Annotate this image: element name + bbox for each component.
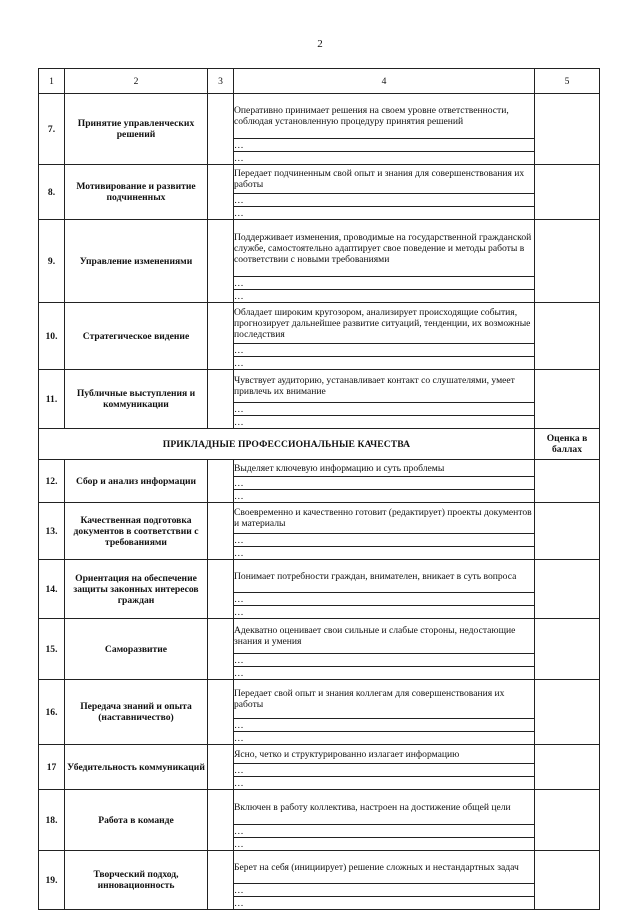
item-number: 10. — [39, 303, 65, 370]
item-number: 8. — [39, 165, 65, 220]
column-number-cell: 2 — [65, 69, 208, 94]
score-cell[interactable] — [535, 370, 600, 429]
assessment-row — [39, 619, 600, 654]
quality-name: Саморазвитие — [65, 619, 208, 680]
assessment-row — [39, 303, 600, 344]
behavior-indicator: Оперативно принимает решения на своем уровне ответственности, соблюдая установленную процедуру принятия решений — [234, 94, 535, 139]
score-cell[interactable] — [535, 851, 600, 910]
ellipsis-line[interactable]: … — [234, 764, 535, 777]
column-3-cell — [208, 94, 234, 165]
column-3-cell — [208, 560, 234, 619]
ellipsis-line[interactable]: … — [234, 416, 535, 429]
page-number: 2 — [317, 38, 323, 50]
quality-name: Работа в команде — [65, 790, 208, 851]
column-number-cell: 4 — [234, 69, 535, 94]
assessment-row — [39, 790, 600, 825]
ellipsis-line[interactable]: … — [234, 194, 535, 207]
column-3-cell — [208, 460, 234, 503]
item-number: 14. — [39, 560, 65, 619]
section-row — [39, 429, 600, 460]
assessment-table — [38, 68, 600, 910]
column-3-cell — [208, 303, 234, 370]
behavior-indicator: Чувствует аудиторию, устанавливает контакт со слушателями, умеет привлечь их внимание — [234, 370, 535, 403]
ellipsis-line[interactable]: … — [234, 897, 535, 910]
column-3-cell — [208, 790, 234, 851]
assessment-row — [39, 680, 600, 719]
ellipsis-line[interactable]: … — [234, 825, 535, 838]
column-number-row — [39, 69, 600, 94]
item-number: 11. — [39, 370, 65, 429]
assessment-row — [39, 503, 600, 534]
score-cell[interactable] — [535, 680, 600, 745]
column-3-cell — [208, 220, 234, 303]
assessment-row — [39, 460, 600, 477]
score-cell[interactable] — [535, 503, 600, 560]
ellipsis-line[interactable]: … — [234, 547, 535, 560]
behavior-indicator: Поддерживает изменения, проводимые на государственной гражданской службе, самостоятельно адаптирует свое поведение и методы работы в соответствии с новыми требованиями — [234, 220, 535, 277]
column-3-cell — [208, 745, 234, 790]
ellipsis-line[interactable]: … — [234, 719, 535, 732]
quality-name: Публичные выступления и коммуникации — [65, 370, 208, 429]
ellipsis-line[interactable]: … — [234, 207, 535, 220]
item-number: 13. — [39, 503, 65, 560]
quality-name: Ориентация на обеспечение защиты законных интересов граждан — [65, 560, 208, 619]
score-cell[interactable] — [535, 619, 600, 680]
score-cell[interactable] — [535, 165, 600, 220]
ellipsis-line[interactable]: … — [234, 777, 535, 790]
ellipsis-line[interactable]: … — [234, 139, 535, 152]
column-number-cell: 5 — [535, 69, 600, 94]
behavior-indicator: Обладает широким кругозором, анализирует происходящие события, прогнозирует дальнейшее развитие ситуаций, тенденции, их возможные последствия — [234, 303, 535, 344]
assessment-row — [39, 370, 600, 403]
behavior-indicator: Понимает потребности граждан, внимателен, вникает в суть вопроса — [234, 560, 535, 593]
score-cell[interactable] — [535, 94, 600, 165]
ellipsis-line[interactable]: … — [234, 357, 535, 370]
score-cell[interactable] — [535, 560, 600, 619]
behavior-indicator: Передает свой опыт и знания коллегам для совершенствования их работы — [234, 680, 535, 719]
ellipsis-line[interactable]: … — [234, 490, 535, 503]
score-cell[interactable] — [535, 790, 600, 851]
item-number: 17 — [39, 745, 65, 790]
ellipsis-line[interactable]: … — [234, 884, 535, 897]
ellipsis-line[interactable]: … — [234, 152, 535, 165]
quality-name: Творческий подход, инновационность — [65, 851, 208, 910]
ellipsis-line[interactable]: … — [234, 403, 535, 416]
quality-name: Управление изменениями — [65, 220, 208, 303]
assessment-row — [39, 745, 600, 764]
item-number: 7. — [39, 94, 65, 165]
behavior-indicator: Берет на себя (инициирует) решение сложных и нестандартных задач — [234, 851, 535, 884]
column-3-cell — [208, 165, 234, 220]
ellipsis-line[interactable]: … — [234, 477, 535, 490]
assessment-row — [39, 220, 600, 277]
ellipsis-line[interactable]: … — [234, 534, 535, 547]
behavior-indicator: Передает подчиненным свой опыт и знания для совершенствования их работы — [234, 165, 535, 194]
score-cell[interactable] — [535, 745, 600, 790]
ellipsis-line[interactable]: … — [234, 277, 535, 290]
quality-name: Стратегическое видение — [65, 303, 208, 370]
quality-name: Принятие управленческих решений — [65, 94, 208, 165]
item-number: 18. — [39, 790, 65, 851]
ellipsis-line[interactable]: … — [234, 344, 535, 357]
ellipsis-line[interactable]: … — [234, 290, 535, 303]
score-cell[interactable] — [535, 460, 600, 503]
column-3-cell — [208, 680, 234, 745]
score-cell[interactable] — [535, 303, 600, 370]
item-number: 16. — [39, 680, 65, 745]
column-3-cell — [208, 370, 234, 429]
column-3-cell — [208, 851, 234, 910]
assessment-row — [39, 165, 600, 194]
quality-name: Убедительность коммуникаций — [65, 745, 208, 790]
behavior-indicator: Ясно, четко и структурированно излагает информацию — [234, 745, 535, 764]
assessment-row — [39, 560, 600, 593]
column-3-cell — [208, 503, 234, 560]
column-number-cell: 3 — [208, 69, 234, 94]
item-number: 12. — [39, 460, 65, 503]
ellipsis-line[interactable]: … — [234, 838, 535, 851]
behavior-indicator: Адекватно оценивает свои сильные и слабые стороны, недостающие знания и умения — [234, 619, 535, 654]
score-header: Оценка в баллах — [535, 429, 600, 460]
ellipsis-line[interactable]: … — [234, 654, 535, 667]
section-title: ПРИКЛАДНЫЕ ПРОФЕССИОНАЛЬНЫЕ КАЧЕСТВА — [39, 429, 535, 460]
assessment-row — [39, 94, 600, 139]
item-number: 15. — [39, 619, 65, 680]
item-number: 19. — [39, 851, 65, 910]
quality-name: Мотивирование и развитие подчиненных — [65, 165, 208, 220]
column-number-cell: 1 — [39, 69, 65, 94]
behavior-indicator: Своевременно и качественно готовит (редактирует) проекты документов и материалы — [234, 503, 535, 534]
assessment-row — [39, 851, 600, 884]
quality-name: Передача знаний и опыта (наставничество) — [65, 680, 208, 745]
ellipsis-line[interactable]: … — [234, 667, 535, 680]
quality-name: Качественная подготовка документов в соответствии с требованиями — [65, 503, 208, 560]
behavior-indicator: Выделяет ключевую информацию и суть проблемы — [234, 460, 535, 477]
item-number: 9. — [39, 220, 65, 303]
behavior-indicator: Включен в работу коллектива, настроен на достижение общей цели — [234, 790, 535, 825]
score-cell[interactable] — [535, 220, 600, 303]
ellipsis-line[interactable]: … — [234, 593, 535, 606]
column-3-cell — [208, 619, 234, 680]
ellipsis-line[interactable]: … — [234, 606, 535, 619]
ellipsis-line[interactable]: … — [234, 732, 535, 745]
quality-name: Сбор и анализ информации — [65, 460, 208, 503]
